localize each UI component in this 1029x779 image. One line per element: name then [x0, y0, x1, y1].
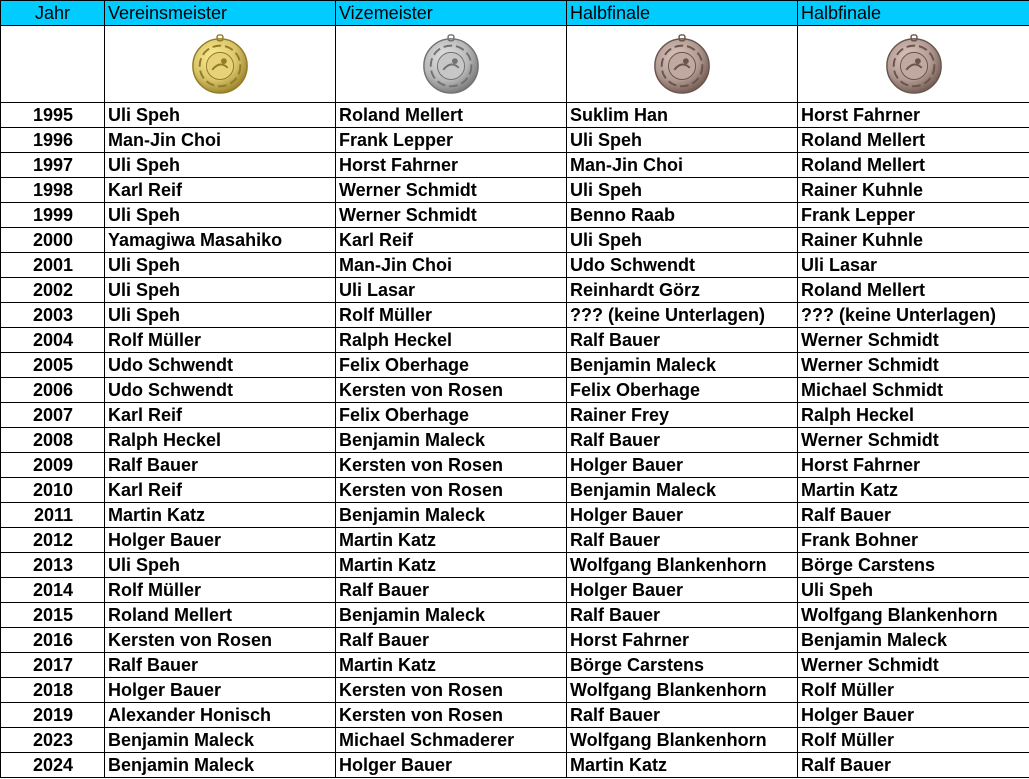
year-cell: 2006 [1, 378, 105, 403]
semifinal-1-cell: Ralf Bauer [567, 528, 798, 553]
year-cell: 2013 [1, 553, 105, 578]
semifinal-1-cell: Holger Bauer [567, 578, 798, 603]
year-cell: 2011 [1, 503, 105, 528]
champion-cell: Udo Schwendt [105, 378, 336, 403]
vice-cell: Martin Katz [336, 528, 567, 553]
vice-cell: Roland Mellert [336, 103, 567, 128]
semifinal-2-cell: Rolf Müller [798, 678, 1029, 703]
table-row [1, 578, 1029, 603]
semifinal-2-cell: Ralf Bauer [798, 753, 1029, 778]
vice-cell: Holger Bauer [336, 753, 567, 778]
semifinal-1-cell: Ralf Bauer [567, 328, 798, 353]
semifinal-1-cell: Uli Speh [567, 128, 798, 153]
medal-cell-semifinal-1 [567, 26, 798, 103]
year-cell: 2015 [1, 603, 105, 628]
vice-cell: Horst Fahrner [336, 153, 567, 178]
semifinal-2-cell: Werner Schmidt [798, 428, 1029, 453]
semifinal-1-cell: Wolfgang Blankenhorn [567, 678, 798, 703]
table-row [1, 553, 1029, 578]
champion-cell: Uli Speh [105, 253, 336, 278]
header-semifinal-1: Halbfinale [567, 1, 798, 26]
table-row [1, 303, 1029, 328]
table-row [1, 103, 1029, 128]
semifinal-2-cell: Frank Bohner [798, 528, 1029, 553]
semifinal-2-cell: Horst Fahrner [798, 103, 1029, 128]
vice-cell: Benjamin Maleck [336, 603, 567, 628]
table-row [1, 353, 1029, 378]
champion-cell: Yamagiwa Masahiko [105, 228, 336, 253]
year-cell: 1995 [1, 103, 105, 128]
table-row [1, 503, 1029, 528]
semifinal-1-cell: Ralf Bauer [567, 428, 798, 453]
table-row [1, 328, 1029, 353]
year-cell: 2007 [1, 403, 105, 428]
silver-medal-icon [420, 33, 482, 95]
table-row [1, 403, 1029, 428]
year-cell: 2008 [1, 428, 105, 453]
medal-cell-semifinal-2 [798, 26, 1029, 103]
semifinal-2-cell: Martin Katz [798, 478, 1029, 503]
champion-cell: Man-Jin Choi [105, 128, 336, 153]
semifinal-2-cell: Horst Fahrner [798, 453, 1029, 478]
champion-cell: Ralf Bauer [105, 453, 336, 478]
year-cell: 2003 [1, 303, 105, 328]
vice-cell: Frank Lepper [336, 128, 567, 153]
semifinal-1-cell: Martin Katz [567, 753, 798, 778]
year-cell: 2012 [1, 528, 105, 553]
champion-cell: Karl Reif [105, 178, 336, 203]
table-row [1, 678, 1029, 703]
semifinal-2-cell: Roland Mellert [798, 153, 1029, 178]
champion-cell: Uli Speh [105, 303, 336, 328]
year-cell: 1996 [1, 128, 105, 153]
semifinal-1-cell: Man-Jin Choi [567, 153, 798, 178]
semifinal-2-cell: Werner Schmidt [798, 653, 1029, 678]
semifinal-1-cell: Ralf Bauer [567, 703, 798, 728]
semifinal-2-cell: Holger Bauer [798, 703, 1029, 728]
table-row [1, 253, 1029, 278]
year-cell: 2023 [1, 728, 105, 753]
year-cell: 2024 [1, 753, 105, 778]
champion-cell: Ralph Heckel [105, 428, 336, 453]
champion-cell: Uli Speh [105, 103, 336, 128]
year-cell: 2018 [1, 678, 105, 703]
year-cell: 2005 [1, 353, 105, 378]
champion-cell: Uli Speh [105, 203, 336, 228]
vice-cell: Man-Jin Choi [336, 253, 567, 278]
semifinal-2-cell: Ralf Bauer [798, 503, 1029, 528]
vice-cell: Martin Katz [336, 553, 567, 578]
champion-cell: Benjamin Maleck [105, 728, 336, 753]
year-cell: 2002 [1, 278, 105, 303]
medal-row-spacer [1, 26, 105, 103]
vice-cell: Kersten von Rosen [336, 378, 567, 403]
semifinal-1-cell: Benno Raab [567, 203, 798, 228]
year-cell: 1999 [1, 203, 105, 228]
champion-cell: Alexander Honisch [105, 703, 336, 728]
table-row [1, 203, 1029, 228]
year-cell: 2004 [1, 328, 105, 353]
table-row [1, 628, 1029, 653]
semifinal-2-cell: Roland Mellert [798, 278, 1029, 303]
semifinal-1-cell: Benjamin Maleck [567, 478, 798, 503]
bronze-medal-icon [883, 33, 945, 95]
semifinal-2-cell: Börge Carstens [798, 553, 1029, 578]
semifinal-2-cell: Werner Schmidt [798, 353, 1029, 378]
vice-cell: Kersten von Rosen [336, 453, 567, 478]
bronze-medal-icon [651, 33, 713, 95]
table-row [1, 278, 1029, 303]
year-cell: 2001 [1, 253, 105, 278]
year-cell: 1997 [1, 153, 105, 178]
table-row [1, 378, 1029, 403]
vice-cell: Benjamin Maleck [336, 428, 567, 453]
medal-row [1, 26, 1029, 103]
semifinal-2-cell: ??? (keine Unterlagen) [798, 303, 1029, 328]
vice-cell: Karl Reif [336, 228, 567, 253]
semifinal-2-cell: Uli Speh [798, 578, 1029, 603]
vice-cell: Martin Katz [336, 653, 567, 678]
semifinal-1-cell: Uli Speh [567, 178, 798, 203]
table-row [1, 428, 1029, 453]
semifinal-1-cell: Holger Bauer [567, 503, 798, 528]
table-row [1, 703, 1029, 728]
semifinal-2-cell: Michael Schmidt [798, 378, 1029, 403]
header-semifinal-2: Halbfinale [798, 1, 1029, 26]
semifinal-1-cell: Rainer Frey [567, 403, 798, 428]
medal-cell-vice [336, 26, 567, 103]
champion-cell: Udo Schwendt [105, 353, 336, 378]
champion-cell: Kersten von Rosen [105, 628, 336, 653]
table-row [1, 653, 1029, 678]
header-champion: Vereinsmeister [105, 1, 336, 26]
table-row [1, 603, 1029, 628]
vice-cell: Ralf Bauer [336, 628, 567, 653]
year-cell: 2016 [1, 628, 105, 653]
medal-cell-champion [105, 26, 336, 103]
champion-cell: Uli Speh [105, 553, 336, 578]
vice-cell: Kersten von Rosen [336, 678, 567, 703]
year-cell: 2009 [1, 453, 105, 478]
semifinal-2-cell: Uli Lasar [798, 253, 1029, 278]
gold-medal-icon [189, 33, 251, 95]
year-cell: 2010 [1, 478, 105, 503]
champion-cell: Holger Bauer [105, 528, 336, 553]
year-cell: 1998 [1, 178, 105, 203]
header-year: Jahr [1, 1, 105, 26]
champion-cell: Rolf Müller [105, 328, 336, 353]
vice-cell: Ralph Heckel [336, 328, 567, 353]
champion-cell: Benjamin Maleck [105, 753, 336, 778]
champion-cell: Rolf Müller [105, 578, 336, 603]
vice-cell: Werner Schmidt [336, 178, 567, 203]
semifinal-2-cell: Roland Mellert [798, 128, 1029, 153]
vice-cell: Kersten von Rosen [336, 703, 567, 728]
header-vice: Vizemeister [336, 1, 567, 26]
vice-cell: Rolf Müller [336, 303, 567, 328]
champion-cell: Karl Reif [105, 403, 336, 428]
table-row [1, 728, 1029, 753]
header-row [1, 1, 1029, 26]
year-cell: 2017 [1, 653, 105, 678]
semifinal-1-cell: Udo Schwendt [567, 253, 798, 278]
semifinal-1-cell: Ralf Bauer [567, 603, 798, 628]
champion-cell: Martin Katz [105, 503, 336, 528]
semifinal-2-cell: Werner Schmidt [798, 328, 1029, 353]
vice-cell: Felix Oberhage [336, 403, 567, 428]
semifinal-2-cell: Rainer Kuhnle [798, 178, 1029, 203]
semifinal-1-cell: Holger Bauer [567, 453, 798, 478]
semifinal-1-cell: Börge Carstens [567, 653, 798, 678]
semifinal-2-cell: Frank Lepper [798, 203, 1029, 228]
champion-cell: Karl Reif [105, 478, 336, 503]
vice-cell: Werner Schmidt [336, 203, 567, 228]
semifinal-1-cell: ??? (keine Unterlagen) [567, 303, 798, 328]
champion-cell: Uli Speh [105, 153, 336, 178]
table-row [1, 453, 1029, 478]
table-row [1, 128, 1029, 153]
vice-cell: Felix Oberhage [336, 353, 567, 378]
semifinal-2-cell: Ralph Heckel [798, 403, 1029, 428]
table-row [1, 178, 1029, 203]
semifinal-2-cell: Rolf Müller [798, 728, 1029, 753]
champion-cell: Holger Bauer [105, 678, 336, 703]
vice-cell: Michael Schmaderer [336, 728, 567, 753]
vice-cell: Ralf Bauer [336, 578, 567, 603]
semifinal-1-cell: Suklim Han [567, 103, 798, 128]
semifinal-1-cell: Reinhardt Görz [567, 278, 798, 303]
semifinal-2-cell: Wolfgang Blankenhorn [798, 603, 1029, 628]
year-cell: 2019 [1, 703, 105, 728]
vice-cell: Kersten von Rosen [336, 478, 567, 503]
semifinal-1-cell: Wolfgang Blankenhorn [567, 553, 798, 578]
semifinal-1-cell: Benjamin Maleck [567, 353, 798, 378]
year-cell: 2014 [1, 578, 105, 603]
semifinal-1-cell: Uli Speh [567, 228, 798, 253]
table-row [1, 153, 1029, 178]
vice-cell: Uli Lasar [336, 278, 567, 303]
champion-cell: Ralf Bauer [105, 653, 336, 678]
champion-cell: Uli Speh [105, 278, 336, 303]
champion-cell: Roland Mellert [105, 603, 336, 628]
year-cell: 2000 [1, 228, 105, 253]
vice-cell: Benjamin Maleck [336, 503, 567, 528]
table-row [1, 228, 1029, 253]
semifinal-1-cell: Wolfgang Blankenhorn [567, 728, 798, 753]
table-row [1, 528, 1029, 553]
semifinal-1-cell: Horst Fahrner [567, 628, 798, 653]
table-row [1, 478, 1029, 503]
semifinal-2-cell: Benjamin Maleck [798, 628, 1029, 653]
table-row [1, 753, 1029, 778]
semifinal-1-cell: Felix Oberhage [567, 378, 798, 403]
semifinal-2-cell: Rainer Kuhnle [798, 228, 1029, 253]
